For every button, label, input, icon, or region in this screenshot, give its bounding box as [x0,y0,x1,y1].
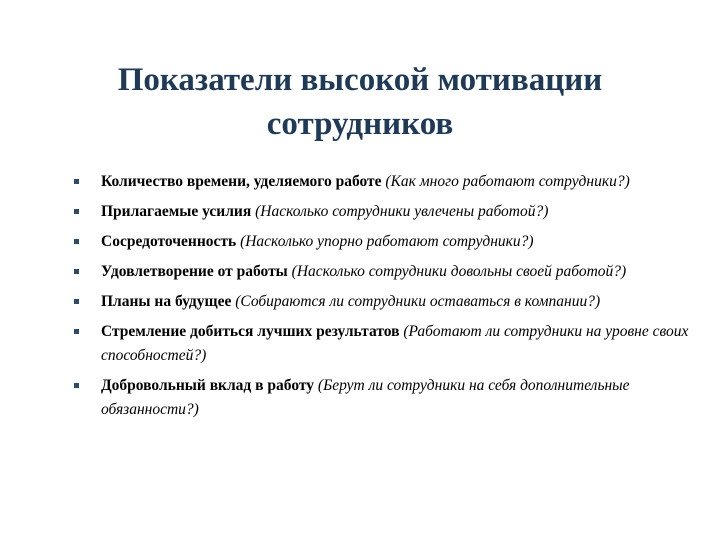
square-bullet-icon [74,179,79,184]
bullet-note-text: (Собираются ли сотрудники оставаться в компании?) [235,293,601,310]
slide-title-line-2: сотрудников [266,106,454,142]
square-bullet-icon [74,383,79,388]
bullet-item-satisfaction [74,260,694,284]
square-bullet-icon [74,239,79,244]
bullet-main-text: Добровольный вклад в работу [101,377,318,394]
bullet-note-text: (Насколько сотрудники увлечены работой?) [255,203,549,220]
bullet-list [74,170,694,428]
bullet-note-text: (Работают ли сотрудники на уровне своих способностей?) [101,323,689,364]
bullet-main-text: Удовлетворение от работы [101,263,292,280]
bullet-item-striving [74,320,694,368]
slide-title-line-1: Показатели высокой мотивации [117,62,603,98]
bullet-main-text: Планы на будущее [101,293,236,310]
bullet-note-text: (Берут ли сотрудники на себя дополнительные обязанности?) [101,377,630,418]
bullet-main-text: Стремление добиться лучших результатов [101,323,404,340]
bullet-note-text: (Насколько сотрудники довольны своей работой?) [291,263,627,280]
bullet-main-text: Прилагаемые усилия [101,203,256,220]
bullet-item-time [74,170,694,194]
bullet-main-text: Количество времени, уделяемого работе [101,173,386,190]
bullet-item-voluntary [74,374,694,422]
bullet-main-text: Сосредоточенность [101,233,241,250]
slide-title [60,58,660,146]
bullet-item-effort [74,200,694,224]
bullet-item-future-plans [74,290,694,314]
square-bullet-icon [74,329,79,334]
bullet-note-text: (Как много работают сотрудники?) [385,173,630,190]
square-bullet-icon [74,209,79,214]
bullet-item-focus [74,230,694,254]
square-bullet-icon [74,299,79,304]
bullet-note-text: (Насколько упорно работают сотрудники?) [240,233,534,250]
square-bullet-icon [74,269,79,274]
